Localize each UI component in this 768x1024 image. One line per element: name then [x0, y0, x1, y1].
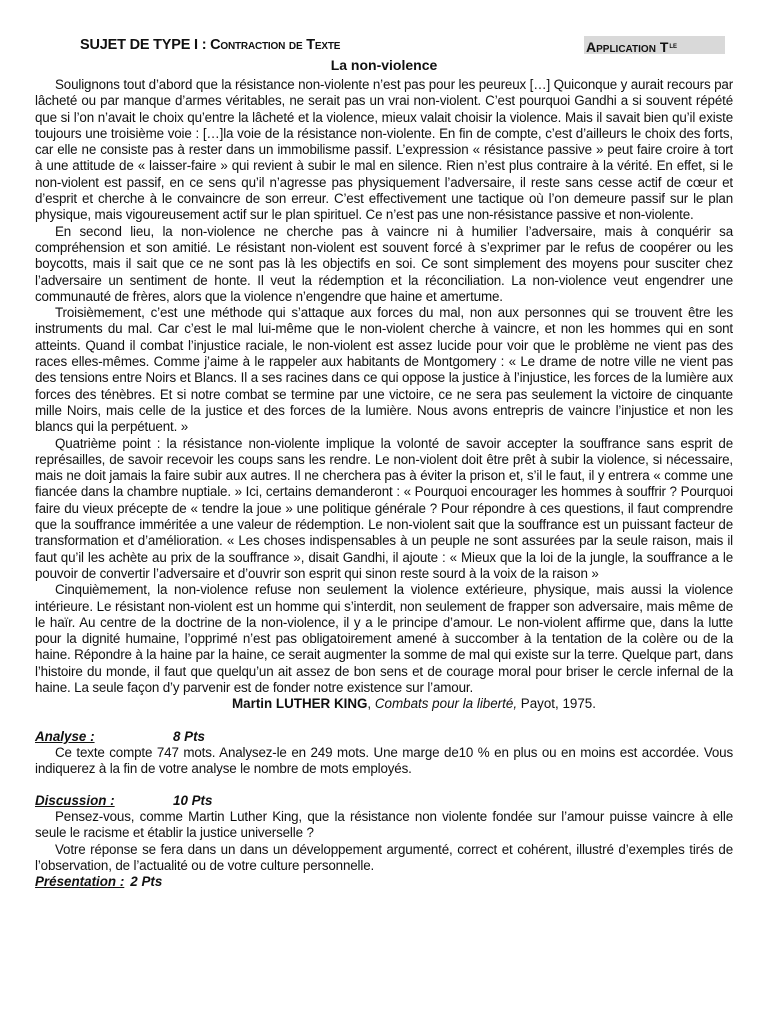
text-body — [35, 77, 733, 890]
analyse-heading — [35, 729, 733, 745]
presentation-points: 2 Pts — [130, 874, 163, 890]
presentation-heading — [35, 874, 733, 890]
author-name: Martin LUTHER KING — [232, 696, 368, 712]
page-header — [80, 36, 728, 56]
book-title: Combats pour la liberté, — [374, 696, 518, 712]
analyse-label: Analyse : — [35, 728, 95, 744]
text-source — [35, 696, 733, 712]
application-label: Application T — [586, 39, 669, 55]
application-badge — [584, 36, 725, 54]
analyse-section — [35, 729, 733, 778]
subject-heading — [80, 37, 340, 53]
analyse-points: 8 Pts — [173, 728, 206, 744]
discussion-section — [35, 793, 733, 890]
subject-prefix: SUJET DE TYPE I : — [80, 37, 211, 53]
presentation-label: Présentation : — [35, 874, 125, 890]
source-separator: , — [367, 696, 375, 712]
discussion-instruction: Votre réponse se fera dans un dans un développement argumenté, correct et cohérent, illustré d’exemples tirés de l’observation, de l’actualité ou de votre culture personnelle. — [35, 841, 733, 874]
discussion-label: Discussion : — [35, 793, 115, 809]
paragraph-3: Troisièmement, c’est une méthode qui s’attaque aux forces du mal, non aux personnes qui se trouvent être les instruments du mal. Car c’est le mal lui-même que le non-violent cherche à vaincre, et non les hommes qui en sont atteints. Quand il combat l’injustice raciale, le non-violent est assez lucide pour voir que le problème ne vient pas des races elles-mêmes. Comme j’aime à le rappeler aux habitants de Montgomery : « Le drame de notre ville ne vient pas des tensions entre Noirs et Blancs. Il a ses racines dans ce qui oppose la justice à l’injustice, les forces de la lumière aux forces des ténèbres. Et si notre combat se termine par une victoire, ce ne sera pas seulement la victoire de cinquante mille Noirs, mais celle de la justice et des forces de la lumière. Nous avons entrepris de vaincre l’injustice et non les blancs qui la perpétuent. » — [35, 305, 733, 435]
text-title: La non-violence — [330, 57, 438, 73]
paragraph-2: En second lieu, la non-violence ne cherche pas à vaincre ni à humilier l’adversaire, mais à conquérir sa compréhension et son amitié. Le résistant non-violent est souvent forcé à s’exprimer par le refus de coopérer ou les boycotts, mais il sait que ce ne sont pas là les objectifs en soi. Ce sont simplement des moyens pour susciter chez l’adversaire un sentiment de honte. Il veut la rédemption et la réconciliation. La non-violence veut engendrer une communauté de frères, alors que la violence n’engendre que haine et amertume. — [35, 223, 733, 304]
discussion-points: 10 Pts — [173, 793, 213, 809]
paragraph-5: Cinquièmement, la non-violence refuse non seulement la violence extérieure, physique, mais aussi la violence intérieure. Le résistant non-violent est un homme qui s’interdit, non seulement de frapper son adversaire, mais même de le haïr. Au centre de la doctrine de la non-violence, il y a le principe d’amour. Le non-violent affirme que, dans la lutte pour la dignité humaine, l’opprimé n’est pas obligatoirement amené à succomber à la tentation de la colère ou de la haine. Répondre à la haine par la haine, ce serait augmenter la somme de mal qui existe sur la terre. Quelque part, dans l’histoire du monde, il faut que quelqu’un ait assez de bon sens et de courage moral pour briser le cercle infernal de la haine. La seule façon d’y parvenir est de fonder notre existence sur l’amour. — [35, 582, 733, 695]
paragraph-4: Quatrième point : la résistance non-violente implique la volonté de savoir accepter la souffrance sans esprit de représailles, de savoir recevoir les coups sans les rendre. Le non-violent doit être prêt à subir la violence, si nécessaire, mais ne doit jamais la faire subir aux autres. Il ne cherchera pas à éviter la prison et, s’il le faut, il y entrera « comme une fiancée dans la chambre nuptiale. » Ici, certains demanderont : « Pourquoi encourager les hommes à souffrir ? Pourquoi faire du vieux précepte de « tendre la joue » une politique générale ? Pour répondre à ces questions, il faut comprendre que la souffrance imméritée a une valeur de rédemption. Le non-violent sait que la souffrance est un puissant facteur de transformation et d’amélioration. « Les choses indispensables à un peuple ne sont assurées par la seule raison, mais il faut qu’il les achète au prix de la souffrance », disait Gandhi, il ajoute : « Mieux que la loi de la jungle, la souffrance a le pouvoir de convertir l’adversaire et d’ouvrir son esprit qui sinon reste sourd à la voix de la raison » — [35, 435, 733, 581]
analyse-instruction: Ce texte compte 747 mots. Analysez-le en 249 mots. Une marge de10 % en plus ou en moins est accordée. Vous indiquerez à la fin de votre analyse le nombre de mots employés. — [35, 744, 733, 776]
application-level: le — [669, 40, 678, 50]
paragraph-1: Soulignons tout d’abord que la résistance non-violente n’est pas pour les peureux […] Quiconque y aurait recours par lâcheté ou par manque d’armes véritables, ne serait pas un vrai non-violent. C’est pourquoi Gandhi a si souvent répété que si l’on n’avait le choix qu’entre la lâcheté et la violence, mieux valait choisir la violence. Mais il savait bien qu’il existe toujours une troisième voie : […]la voie de la résistance non-violente. En fin de compte, c’est d’ailleurs le choix des forts, car elle ne consiste pas à rester dans un immobilisme passif. L’expression « résistance passive » peut faire croire à tort à une attitude de « laisser-faire » qui revient à subir le mal en silence. Rien n’est plus contraire à la vérité. En effet, si le non-violent est passif, en ce sens qu’il n’agresse pas physiquement l’adversaire, il reste sans cesse actif de cœur et d’esprit et cherche à le convaincre de son erreur. C’est effectivement une tactique où l’on demeure passif sur le plan physique, mais vigoureusement actif sur le plan spirituel. Ce n’est pas une non-résistance passive et non-violente. — [35, 77, 733, 223]
discussion-question: Pensez-vous, comme Martin Luther King, que la résistance non violente fondée sur l’amour puisse vaincre à elle seule le racisme et établir la justice universelle ? — [35, 809, 733, 841]
discussion-heading — [35, 793, 733, 809]
subject-topic: Contraction de Texte — [210, 37, 341, 53]
publisher: Payot, 1975. — [517, 696, 596, 712]
